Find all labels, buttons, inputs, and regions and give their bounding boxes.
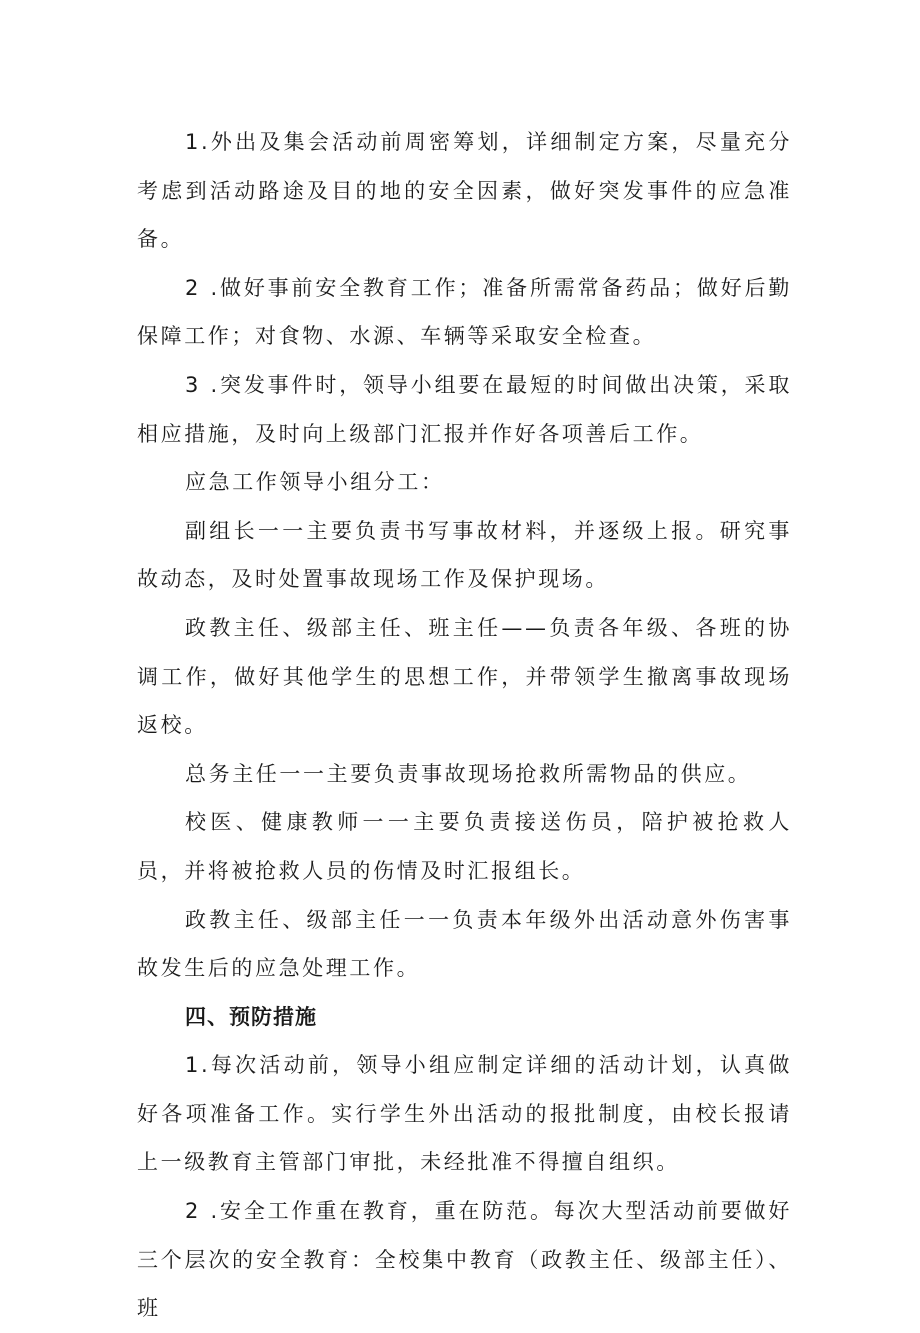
paragraph-5: 副组长一一主要负责书写事故材料，并逐级上报。研究事故动态，及时处置事故现场工作及保护现场。 <box>137 518 792 592</box>
paragraph-11: 2 .安全工作重在教育，重在防范。每次大型活动前要做好三个层次的安全教育：全校集中教育（政教主任、级部主任）、班 <box>137 1199 792 1321</box>
paragraph-1: 1.外出及集会活动前周密筹划，详细制定方案，尽量充分考虑到活动路途及目的地的安全因素，做好突发事件的应急准备。 <box>137 130 792 252</box>
document-body <box>137 118 792 1333</box>
section-heading: 四、预防措施 <box>185 1004 317 1029</box>
paragraph-10: 1.每次活动前，领导小组应制定详细的活动计划，认真做好各项准备工作。实行学生外出活动的报批制度，由校长报请上一级教育主管部门审批，未经批准不得擅自组织。 <box>137 1053 792 1175</box>
paragraph-3: 3 .突发事件时，领导小组要在最短的时间做出决策，采取相应措施，及时向上级部门汇报并作好各项善后工作。 <box>137 372 792 446</box>
paragraph-9: 政教主任、级部主任一一负责本年级外出活动意外伤害事故发生后的应急处理工作。 <box>137 907 792 981</box>
paragraph-4: 应急工作领导小组分工： <box>185 470 445 495</box>
paragraph-6: 政教主任、级部主任、班主任——负责各年级、各班的协调工作，做好其他学生的思想工作，并带领学生撤离事故现场返校。 <box>137 615 792 738</box>
paragraph-7: 总务主任一一主要负责事故现场抢救所需物品的供应。 <box>185 761 752 786</box>
paragraph-8: 校医、健康教师一一主要负责接送伤员，陪护被抢救人员，并将被抢救人员的伤情及时汇报组长。 <box>137 810 792 883</box>
paragraph-2: 2 .做好事前安全教育工作；准备所需常备药品；做好后勤保障工作；对食物、水源、车辆等采取安全检查。 <box>137 275 792 349</box>
